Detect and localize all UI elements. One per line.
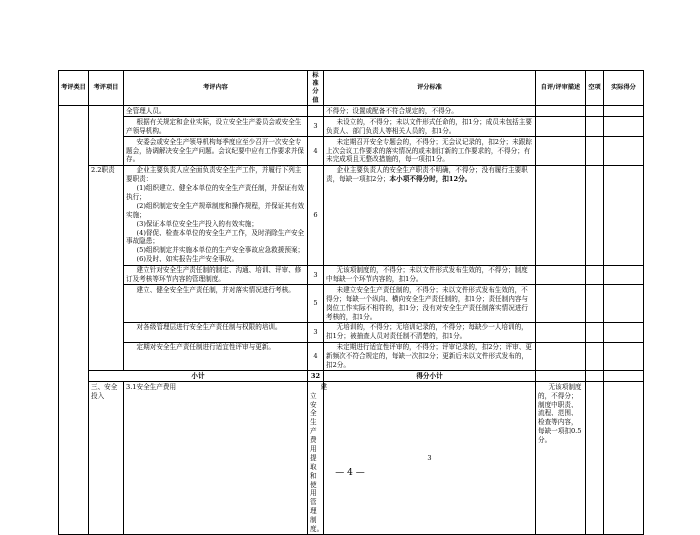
duty-line: (1)组织建立、健全本单位的安全生产责任制，并保证有效执行；	[126, 184, 305, 201]
self-eval-cell[interactable]	[586, 382, 604, 535]
content-cell: 全管理人员。	[124, 106, 308, 117]
score-cell: 6	[308, 165, 324, 265]
score-cell: 3	[324, 382, 536, 535]
blank-cell[interactable]	[586, 371, 604, 382]
header-item: 考评项目	[89, 71, 124, 106]
content-cell	[124, 165, 308, 265]
table-row	[59, 265, 644, 285]
item-cell: 3.1安全生产费用	[124, 382, 308, 535]
blank-cell[interactable]	[586, 342, 604, 371]
table-row	[59, 117, 644, 137]
table-row	[59, 285, 644, 323]
criteria-text: 企业主要负责人的安全生产职责不明确，不得分；没有履行主要职责，每缺一项扣2分；	[326, 166, 528, 184]
self-eval-cell[interactable]	[536, 265, 586, 285]
header-score: 标准分值	[308, 71, 324, 106]
table-row	[59, 137, 644, 166]
subtotal-label: 小计	[89, 371, 308, 382]
score-cell: 4	[308, 342, 324, 371]
self-eval-cell[interactable]	[536, 165, 586, 265]
header-actual: 实际得分	[604, 71, 644, 106]
criteria-cell: 未定期进行适宜性评审的，不得分；评审记录的，扣2分；评审、更新频次不符合规定的，每缺一次扣2分；更新后未以文件形式发布的，扣2分。	[324, 342, 536, 371]
actual-score-cell[interactable]	[604, 322, 644, 342]
blank-cell[interactable]	[586, 265, 604, 285]
blank-cell[interactable]	[586, 322, 604, 342]
criteria-cell: 无培训的，不得分；无培训记录的，不得分；每缺少一人培训的，扣1分；被抽查人员对责任制不清楚的，扣1分。	[324, 322, 536, 342]
content-cell: 建立安全生产费用提取和使用管理制度。	[308, 382, 324, 535]
score-cell: 3	[308, 117, 324, 137]
criteria-cell	[324, 165, 536, 265]
content-cell: 根据有关规定和企业实际，设立安全生产委员会或安全生产领导机构。	[124, 117, 308, 137]
table-row	[59, 342, 644, 371]
content-cell: 定期对安全生产责任制进行适宜性评审与更新。	[124, 342, 308, 371]
duty-line: (2)组织制定安全生产规章制度和操作规程，并保证其有效实施；	[126, 201, 305, 219]
blank-cell[interactable]	[586, 117, 604, 137]
actual-score-cell[interactable]	[604, 117, 644, 137]
criteria-cell: 无该项制度的，不得分；制度中职责、流程、范围、检查等内容，每缺一项扣0.5分。	[536, 382, 586, 535]
table-row	[59, 382, 644, 535]
category-cell: 三、安全投入	[89, 382, 124, 535]
actual-score-cell[interactable]	[604, 285, 644, 323]
table-row	[59, 322, 644, 342]
self-eval-cell[interactable]	[536, 137, 586, 166]
header-category: 考评类目	[59, 71, 89, 106]
score-cell: 3	[308, 322, 324, 342]
criteria-cell: 不得分；设置或配备不符合规定的，不得分。	[324, 106, 536, 117]
header-content: 考评内容	[124, 71, 308, 106]
self-eval-cell[interactable]	[536, 106, 586, 117]
content-cell: 建立、健全安全生产责任制，并对落实情况进行考核。	[124, 285, 308, 323]
score-cell: 3	[308, 265, 324, 285]
actual-score-cell[interactable]	[604, 265, 644, 285]
subtotal-score: 32	[308, 371, 324, 382]
page-number: — 4 —	[335, 468, 365, 478]
header-self-eval: 自评/评审描述	[536, 71, 586, 106]
header-criteria: 评分标准	[324, 71, 536, 106]
duty-line: (3)保证本单位安全生产投入的有效实施；	[136, 219, 258, 228]
table-row	[59, 165, 644, 265]
actual-score-cell[interactable]	[604, 106, 644, 117]
content-cell: 安委会或安全生产领导机构每季度应至少召开一次安全专题会，协调解决安全生产问题。会议纪要中应有工作要求并保存。	[124, 137, 308, 166]
table-header-row	[59, 71, 644, 106]
blank-cell[interactable]	[586, 165, 604, 265]
self-eval-cell[interactable]	[536, 322, 586, 342]
criteria-cell: 未定期召开安全专题会的，不得分；无会议记录的，扣2分；未跟踪上次会议工作要求的落实情况的或未制订新的工作要求的，不得分；有未完成项且无整改措施的，每一项扣1分。	[324, 137, 536, 166]
self-eval-cell[interactable]	[536, 285, 586, 323]
blank-cell[interactable]	[586, 137, 604, 166]
self-eval-cell[interactable]	[536, 342, 586, 371]
duty-line: (6)及时、如实报告生产安全事故。	[136, 255, 239, 264]
blank-cell[interactable]	[586, 285, 604, 323]
actual-score-cell[interactable]	[604, 342, 644, 371]
criteria-cell: 未设立的，不得分；未以文件形式任命的，扣1分；成员未包括主要负责人、部门负责人等相关人员的，扣1分。	[324, 117, 536, 137]
score-cell: 5	[308, 285, 324, 323]
self-eval-cell[interactable]	[536, 371, 586, 382]
criteria-cell: 无该项制度的，不得分；未以文件形式发布生效的，不得分；制度中每缺一个环节内容的，扣1分。	[324, 265, 536, 285]
item-cell-continued	[89, 106, 124, 165]
actual-score-cell[interactable]	[604, 371, 644, 382]
subtotal-criteria: 得分小计	[324, 371, 536, 382]
score-cell: 4	[308, 137, 324, 166]
self-eval-cell[interactable]	[536, 117, 586, 137]
duty-line: 企业主要负责人应全面负责安全生产工作，并履行下列主要职责：	[126, 166, 302, 184]
header-blank: 空项	[586, 71, 604, 106]
actual-score-cell[interactable]	[604, 137, 644, 166]
duty-line: (5)组织制定并实施本单位的生产安全事故应急救援预案；	[136, 246, 305, 255]
content-cell: 对各级管理层进行安全生产责任制与权限的培训。	[124, 322, 308, 342]
item-cell: 2.2职责	[89, 165, 124, 371]
actual-score-cell[interactable]	[604, 165, 644, 265]
blank-cell[interactable]	[604, 382, 644, 535]
subtotal-row	[59, 371, 644, 382]
duty-line: (4)督促、检查本单位的安全生产工作，及时消除生产安全事故隐患；	[126, 228, 305, 246]
evaluation-table	[58, 70, 644, 535]
criteria-cell: 未建立安全生产责任制的，不得分；未以文件形式发布生效的，不得分；每缺一个纵向、横向安全生产责任制的，扣1分；责任制内容与岗位工作实际不相符的，扣1分；没有对安全生产责任制落实情况进行考核的，扣1分。	[324, 285, 536, 323]
blank-cell[interactable]	[586, 106, 604, 117]
content-cell: 建立针对安全生产责任制的制定、沟通、培训、评审、修订及考核等环节内容的管理制度。	[124, 265, 308, 285]
score-cell	[308, 106, 324, 117]
table-row	[59, 106, 644, 117]
criteria-bold-text: 本小项不得分时，扣12分。	[389, 175, 472, 184]
